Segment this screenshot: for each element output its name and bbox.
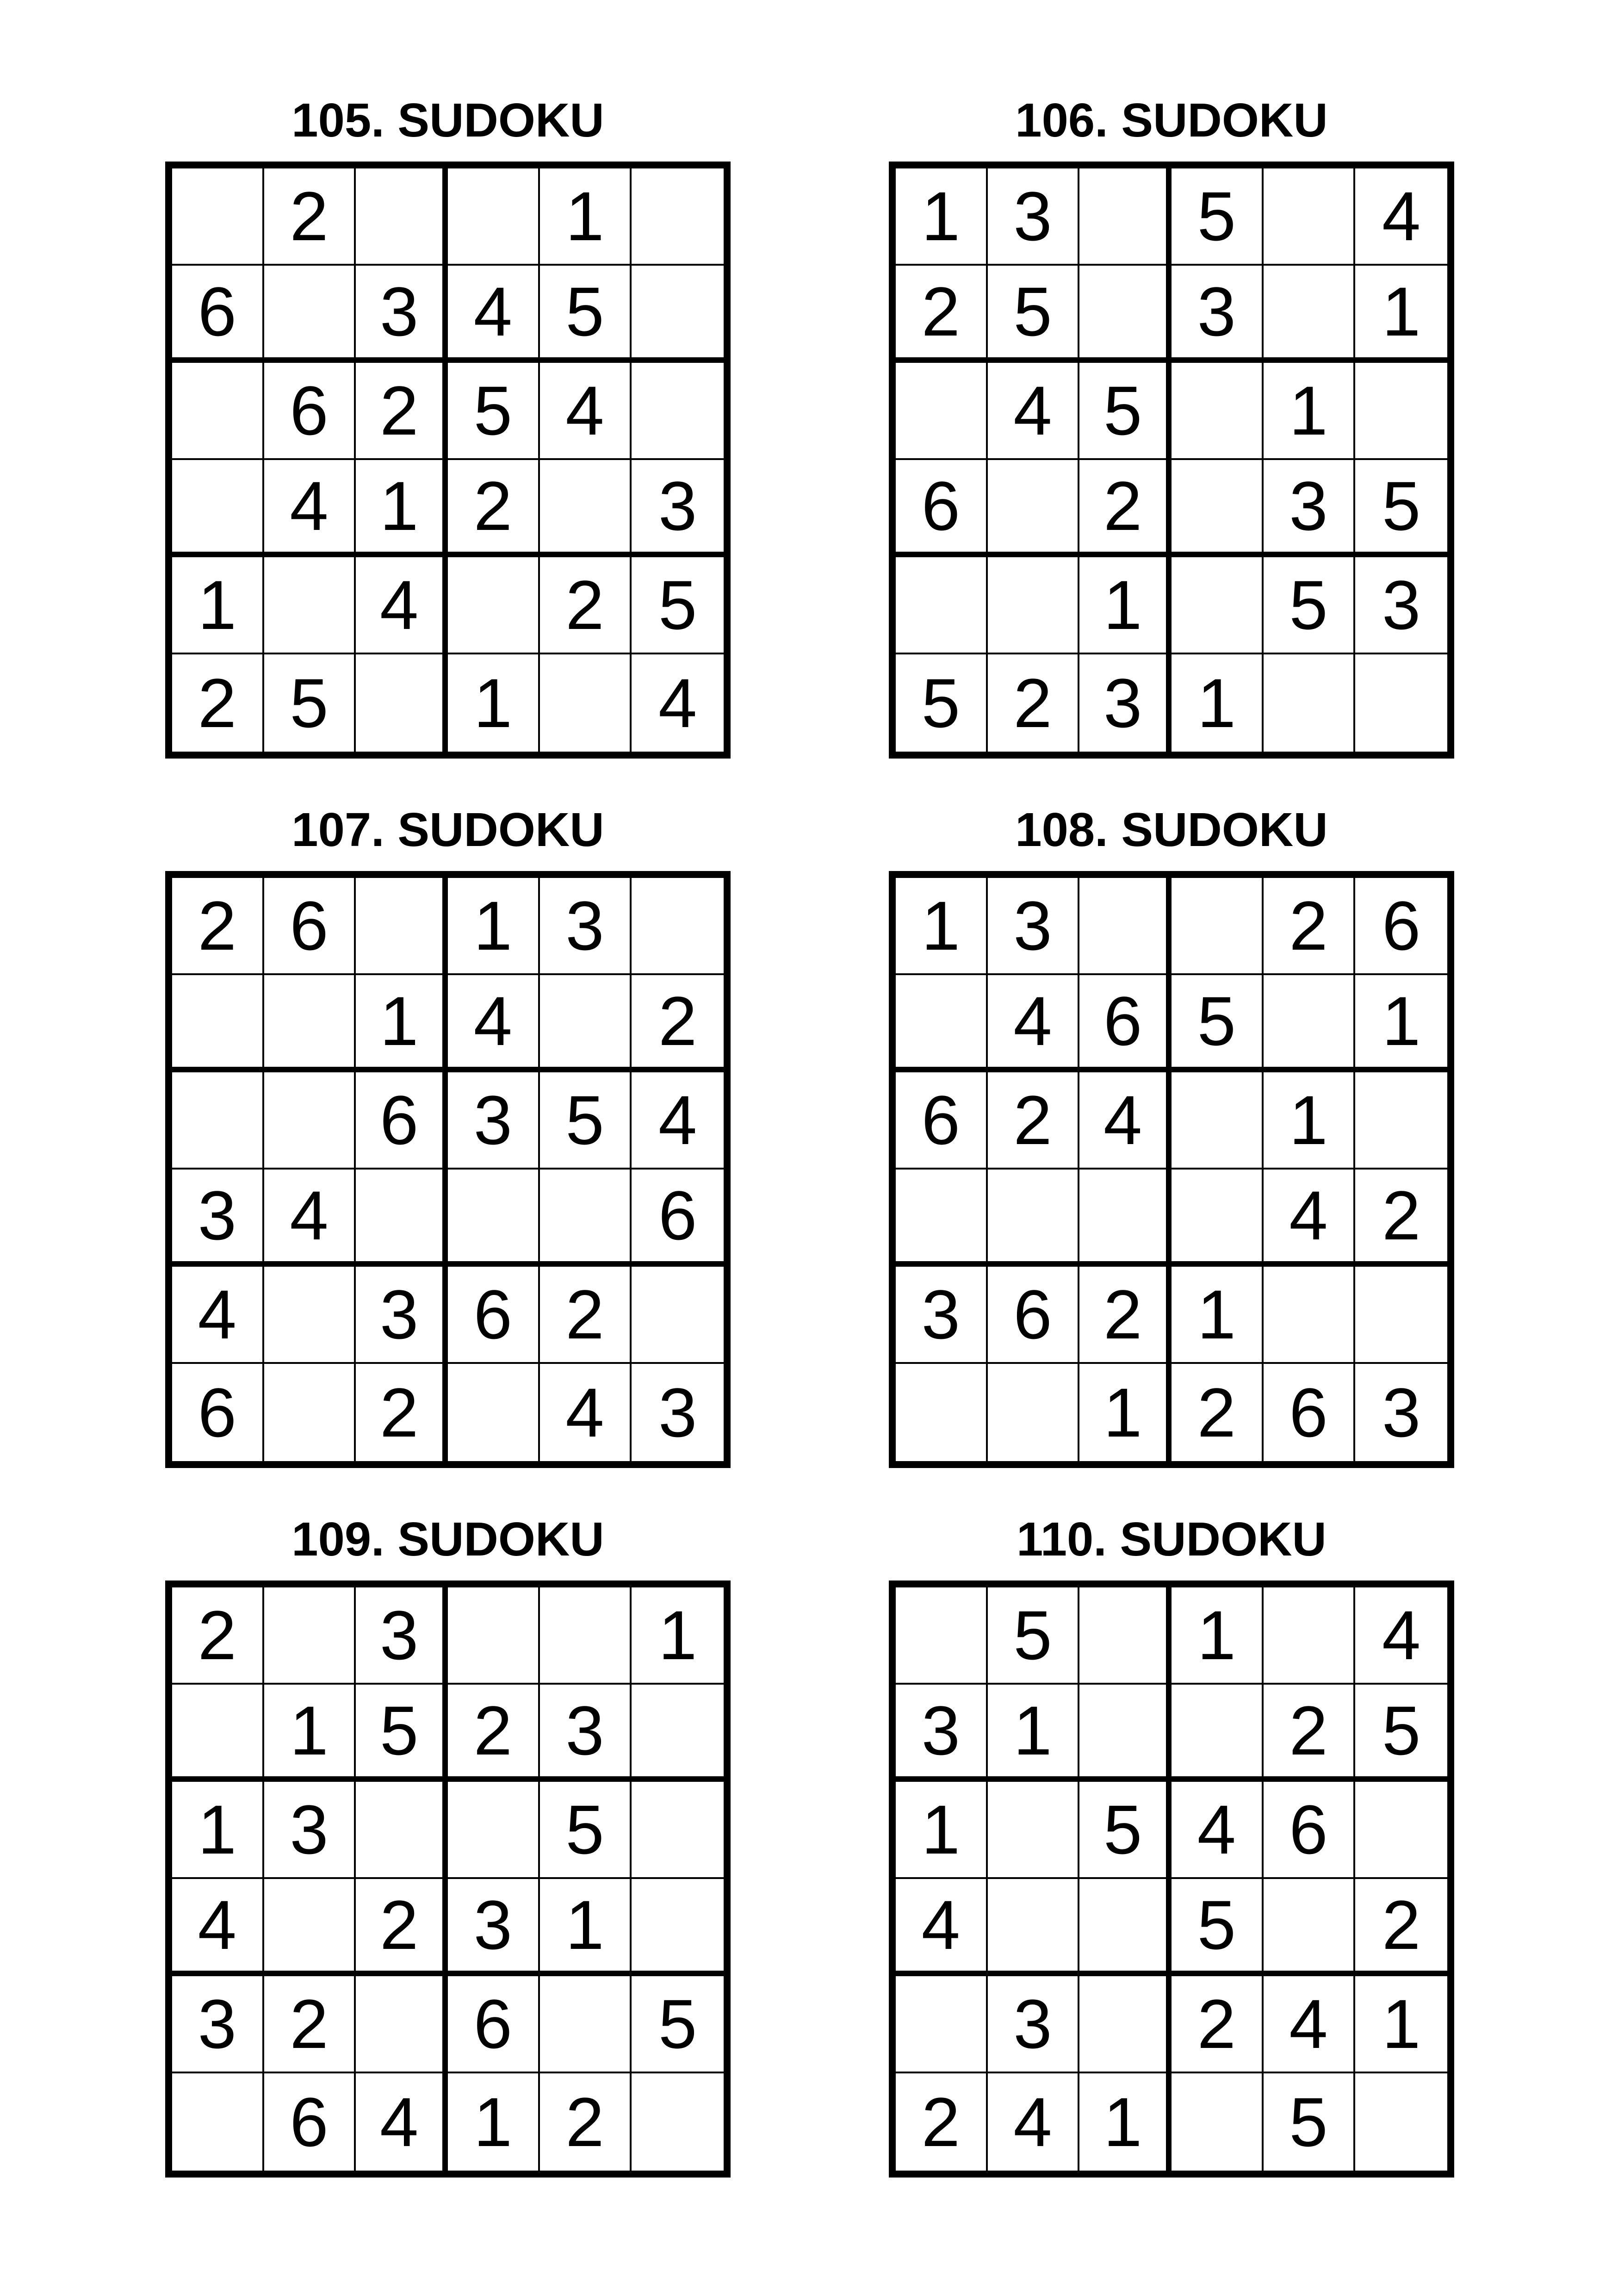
given-digit-cell: 3 — [448, 1879, 540, 1976]
given-digit-cell: 1 — [1172, 1587, 1264, 1685]
empty-cell[interactable] — [448, 1587, 540, 1685]
given-digit-cell: 3 — [896, 1685, 988, 1782]
given-digit-cell: 4 — [1355, 168, 1447, 266]
empty-cell[interactable] — [1079, 1587, 1172, 1685]
empty-cell[interactable] — [448, 557, 540, 654]
given-digit-cell: 4 — [356, 557, 448, 654]
empty-cell[interactable] — [264, 975, 356, 1072]
given-digit-cell: 5 — [1264, 2073, 1356, 2171]
given-digit-cell: 1 — [448, 2073, 540, 2171]
given-digit-cell: 3 — [988, 878, 1080, 975]
empty-cell[interactable] — [988, 1782, 1080, 1879]
empty-cell[interactable] — [172, 1072, 264, 1170]
given-digit-cell: 1 — [1172, 1267, 1264, 1364]
given-digit-cell: 4 — [658, 664, 697, 742]
given-digit-cell: 2 — [172, 1587, 264, 1685]
given-digit-cell: 1 — [448, 878, 540, 975]
given-digit-cell: 2 — [1264, 1685, 1356, 1782]
given-digit-cell: 2 — [1264, 878, 1356, 975]
given-digit-cell: 1 — [988, 1685, 1080, 1782]
empty-cell[interactable] — [448, 168, 540, 266]
given-digit-cell: 3 — [632, 460, 724, 557]
given-digit-cell: 6 — [988, 1267, 1080, 1364]
empty-cell[interactable] — [1355, 1782, 1447, 1879]
given-digit-cell: 4 — [632, 1072, 724, 1170]
sudoku-grid — [889, 871, 1454, 1468]
empty-cell[interactable] — [1079, 1879, 1172, 1976]
empty-cell[interactable] — [1355, 1072, 1447, 1170]
given-digit-cell: 4 — [540, 1364, 632, 1461]
given-digit-cell: 3 — [1172, 266, 1264, 363]
given-digit-cell: 3 — [172, 1976, 264, 2073]
given-digit-cell: 4 — [1355, 1587, 1447, 1685]
given-digit-cell: 3 — [988, 168, 1080, 266]
empty-cell[interactable] — [1079, 1685, 1172, 1782]
empty-cell[interactable] — [896, 1976, 988, 2073]
empty-cell[interactable] — [448, 1364, 540, 1461]
given-digit-cell: 1 — [1355, 1976, 1447, 2073]
empty-cell[interactable] — [632, 878, 724, 975]
given-digit-cell: 3 — [448, 1072, 540, 1170]
given-digit-cell: 4 — [1079, 1072, 1172, 1170]
empty-cell[interactable] — [1264, 266, 1356, 363]
given-digit-cell: 6 — [172, 266, 264, 363]
given-digit-cell: 3 — [172, 1170, 264, 1267]
empty-cell[interactable] — [1172, 2073, 1264, 2171]
empty-cell[interactable] — [356, 878, 448, 975]
empty-cell[interactable] — [264, 1879, 356, 1976]
given-digit-cell: 1 — [896, 1782, 988, 1879]
given-digit-cell: 1 — [356, 460, 448, 557]
empty-cell[interactable] — [1079, 266, 1172, 363]
given-digit-cell: 6 — [1264, 1364, 1356, 1461]
given-digit-cell: 1 — [540, 168, 632, 266]
empty-cell[interactable] — [1264, 1587, 1356, 1685]
given-digit-cell: 2 — [264, 1976, 356, 2073]
puzzle-title: 108. SUDOKU — [1015, 803, 1328, 856]
given-digit-cell: 5 — [540, 1782, 632, 1879]
empty-cell[interactable] — [540, 1976, 632, 2073]
empty-cell[interactable] — [632, 168, 724, 266]
given-digit-cell: 6 — [448, 1976, 540, 2073]
given-digit-cell: 1 — [356, 975, 448, 1072]
empty-cell[interactable] — [1079, 168, 1172, 266]
given-digit-cell: 5 — [988, 266, 1080, 363]
empty-cell[interactable] — [896, 1364, 988, 1461]
given-digit-cell: 4 — [172, 1267, 264, 1364]
given-digit-cell: 2 — [540, 2073, 632, 2171]
given-digit-cell: 4 — [896, 1879, 988, 1976]
given-digit-cell: 2 — [356, 1879, 448, 1976]
given-digit-cell: 2 — [896, 2073, 988, 2171]
empty-cell[interactable] — [1172, 460, 1264, 557]
given-digit-cell: 3 — [356, 1267, 448, 1364]
given-digit-cell: 2 — [448, 460, 540, 557]
given-digit-cell: 2 — [988, 654, 1080, 752]
empty-cell[interactable] — [1264, 1879, 1356, 1976]
empty-cell[interactable] — [172, 363, 264, 460]
given-digit-cell: 3 — [356, 1587, 448, 1685]
given-digit-cell: 1 — [1079, 557, 1172, 654]
puzzle-title: 105. SUDOKU — [291, 93, 604, 147]
empty-cell[interactable] — [264, 1267, 356, 1364]
given-digit-cell: 5 — [632, 1976, 724, 2073]
given-digit-cell: 3 — [896, 1267, 988, 1364]
empty-cell[interactable] — [172, 460, 264, 557]
sudoku-grid — [165, 1580, 731, 2178]
puzzle-title: 110. SUDOKU — [1017, 1512, 1327, 1566]
given-digit-cell: 3 — [1264, 460, 1356, 557]
given-digit-cell: 4 — [988, 363, 1080, 460]
empty-cell[interactable] — [988, 1170, 1080, 1267]
given-digit-cell: 2 — [988, 1072, 1080, 1170]
empty-cell[interactable] — [896, 1170, 988, 1267]
given-digit-cell: 5 — [1079, 363, 1172, 460]
given-digit-cell: 1 — [540, 1879, 632, 1976]
given-digit-cell: 5 — [1264, 557, 1356, 654]
empty-cell[interactable] — [1355, 2073, 1447, 2171]
given-digit-cell: 5 — [1079, 1782, 1172, 1879]
given-digit-cell: 6 — [356, 1072, 448, 1170]
empty-cell[interactable] — [988, 1879, 1080, 1976]
empty-cell[interactable] — [264, 266, 356, 363]
given-digit-cell: 6 — [264, 363, 356, 460]
given-digit-cell: 4 — [988, 2073, 1080, 2171]
empty-cell[interactable] — [264, 1072, 356, 1170]
empty-cell[interactable] — [1264, 1267, 1356, 1364]
given-digit-cell: 4 — [1172, 1782, 1264, 1879]
empty-cell[interactable] — [540, 975, 632, 1072]
given-digit-cell: 2 — [1172, 1364, 1264, 1461]
given-digit-cell: 6 — [264, 2073, 356, 2171]
empty-cell[interactable] — [896, 363, 988, 460]
given-digit-cell: 3 — [988, 1976, 1080, 2073]
empty-cell[interactable] — [264, 1364, 356, 1461]
empty-cell[interactable] — [632, 1879, 724, 1976]
given-digit-cell: 2 — [1355, 1170, 1447, 1267]
given-digit-cell: 5 — [356, 1685, 448, 1782]
given-digit-cell: 6 — [1355, 878, 1447, 975]
given-digit-cell: 6 — [172, 1364, 264, 1461]
empty-cell[interactable] — [356, 1782, 448, 1879]
given-digit-cell: 5 — [896, 654, 988, 752]
given-digit-cell: 2 — [448, 1685, 540, 1782]
given-digit-cell: 6 — [264, 878, 356, 975]
empty-cell[interactable] — [540, 1587, 632, 1685]
given-digit-cell: 2 — [896, 266, 988, 363]
given-digit-cell: 5 — [1172, 1879, 1264, 1976]
given-digit-cell: 5 — [448, 363, 540, 460]
given-digit-cell: 5 — [540, 266, 632, 363]
given-digit-cell: 6 — [1079, 975, 1172, 1072]
given-digit-cell: 4 — [540, 363, 632, 460]
given-digit-cell: 1 — [632, 1587, 724, 1685]
given-digit-cell: 1 — [1355, 975, 1447, 1072]
empty-cell[interactable] — [356, 168, 448, 266]
empty-cell[interactable] — [448, 1782, 540, 1879]
given-digit-cell: 4 — [264, 1170, 356, 1267]
empty-cell[interactable] — [1264, 654, 1356, 752]
puzzle-title: 107. SUDOKU — [291, 803, 604, 856]
given-digit-cell: 5 — [988, 1587, 1080, 1685]
sudoku-grid — [889, 162, 1454, 759]
given-digit-cell: 1 — [448, 654, 540, 752]
given-digit-cell: 3 — [658, 1374, 697, 1451]
empty-cell[interactable] — [1355, 1267, 1447, 1364]
puzzle-title: 109. SUDOKU — [291, 1512, 604, 1566]
empty-cell[interactable] — [1172, 1170, 1264, 1267]
given-digit-cell: 1 — [1079, 2073, 1172, 2171]
empty-cell[interactable] — [632, 266, 724, 363]
empty-cell[interactable] — [172, 1685, 264, 1782]
empty-cell[interactable] — [896, 975, 988, 1072]
empty-cell[interactable] — [632, 363, 724, 460]
empty-cell[interactable] — [988, 1364, 1080, 1461]
given-digit-cell: 3 — [540, 1685, 632, 1782]
empty-cell[interactable] — [356, 1170, 448, 1267]
empty-cell[interactable] — [264, 1587, 356, 1685]
given-digit-cell: 3 — [1079, 654, 1172, 752]
empty-cell[interactable] — [632, 1267, 724, 1364]
given-digit-cell: 3 — [264, 1782, 356, 1879]
empty-cell[interactable] — [1079, 1170, 1172, 1267]
given-digit-cell: 2 — [172, 654, 264, 752]
given-digit-cell: 1 — [264, 1685, 356, 1782]
empty-cell[interactable] — [264, 557, 356, 654]
empty-cell[interactable] — [1172, 878, 1264, 975]
empty-cell[interactable] — [1264, 975, 1356, 1072]
empty-cell[interactable] — [1355, 363, 1447, 460]
empty-cell[interactable] — [1079, 1976, 1172, 2073]
given-digit-cell: 1 — [1079, 1364, 1172, 1461]
given-digit-cell: 2 — [1079, 460, 1172, 557]
given-digit-cell: 3 — [540, 878, 632, 975]
given-digit-cell: 3 — [1355, 557, 1447, 654]
given-digit-cell: 1 — [1355, 266, 1447, 363]
given-digit-cell: 2 — [356, 363, 448, 460]
given-digit-cell: 4 — [448, 975, 540, 1072]
empty-cell[interactable] — [540, 654, 632, 752]
given-digit-cell: 1 — [172, 1782, 264, 1879]
given-digit-cell: 4 — [448, 266, 540, 363]
empty-cell[interactable] — [356, 654, 448, 752]
empty-cell[interactable] — [1079, 878, 1172, 975]
empty-cell[interactable] — [632, 1782, 724, 1879]
given-digit-cell: 2 — [264, 168, 356, 266]
empty-cell[interactable] — [540, 1170, 632, 1267]
empty-cell[interactable] — [1172, 1685, 1264, 1782]
empty-cell[interactable] — [448, 1170, 540, 1267]
given-digit-cell: 2 — [632, 975, 724, 1072]
given-digit-cell: 2 — [540, 1267, 632, 1364]
empty-cell[interactable] — [988, 460, 1080, 557]
empty-cell[interactable] — [172, 975, 264, 1072]
empty-cell[interactable] — [1172, 363, 1264, 460]
sudoku-grid — [165, 871, 731, 1468]
empty-cell[interactable] — [988, 557, 1080, 654]
given-digit-cell: 5 — [1355, 460, 1447, 557]
given-digit-cell: 1 — [172, 557, 264, 654]
empty-cell[interactable] — [896, 557, 988, 654]
given-digit-cell: 4 — [1264, 1170, 1356, 1267]
given-digit-cell: 4 — [172, 1879, 264, 1976]
given-digit-cell: 6 — [632, 1170, 724, 1267]
given-digit-cell: 1 — [1264, 1072, 1356, 1170]
given-digit-cell: 4 — [356, 2073, 448, 2171]
empty-cell[interactable] — [540, 460, 632, 557]
given-digit-cell: 5 — [1355, 1685, 1447, 1782]
puzzle-title: 106. SUDOKU — [1015, 93, 1328, 147]
given-digit-cell: 5 — [1172, 168, 1264, 266]
given-digit-cell: 5 — [632, 557, 724, 654]
empty-cell[interactable] — [1355, 654, 1447, 752]
empty-cell[interactable] — [1264, 168, 1356, 266]
given-digit-cell: 2 — [540, 557, 632, 654]
empty-cell[interactable] — [896, 1587, 988, 1685]
empty-cell[interactable] — [632, 1685, 724, 1782]
given-digit-cell: 4 — [988, 975, 1080, 1072]
given-digit-cell: 1 — [896, 878, 988, 975]
empty-cell[interactable] — [172, 2073, 264, 2171]
given-digit-cell: 2 — [356, 1364, 448, 1461]
given-digit-cell: 6 — [896, 1072, 988, 1170]
given-digit-cell: 6 — [896, 460, 988, 557]
given-digit-cell: 1 — [1264, 363, 1356, 460]
empty-cell[interactable] — [632, 2073, 724, 2171]
given-digit-cell: 4 — [1264, 1976, 1356, 2073]
given-digit-cell: 5 — [540, 1072, 632, 1170]
sudoku-grid — [889, 1580, 1454, 2178]
empty-cell[interactable] — [1172, 1072, 1264, 1170]
empty-cell[interactable] — [1172, 557, 1264, 654]
given-digit-cell: 1 — [1172, 654, 1264, 752]
empty-cell[interactable] — [356, 1976, 448, 2073]
given-digit-cell: 4 — [264, 460, 356, 557]
given-digit-cell: 3 — [356, 266, 448, 363]
given-digit-cell: 2 — [1355, 1879, 1447, 1976]
given-digit-cell: 6 — [448, 1267, 540, 1364]
given-digit-cell: 2 — [172, 878, 264, 975]
given-digit-cell: 5 — [264, 654, 356, 752]
given-digit-cell: 3 — [1382, 1374, 1421, 1451]
given-digit-cell: 6 — [1264, 1782, 1356, 1879]
given-digit-cell: 2 — [1079, 1267, 1172, 1364]
given-digit-cell: 1 — [896, 168, 988, 266]
sudoku-grid — [165, 162, 731, 759]
empty-cell[interactable] — [172, 168, 264, 266]
given-digit-cell: 5 — [1172, 975, 1264, 1072]
given-digit-cell: 2 — [1172, 1976, 1264, 2073]
